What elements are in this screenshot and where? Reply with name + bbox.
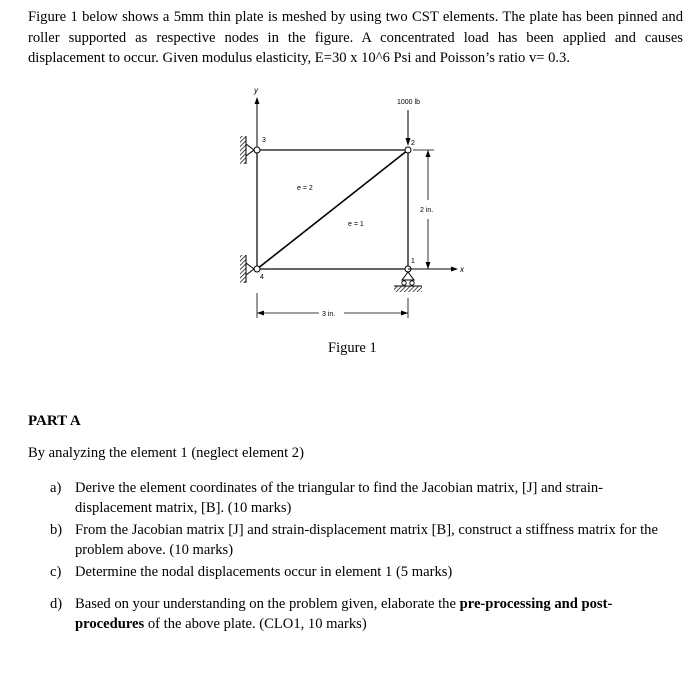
question-c <box>50 562 678 582</box>
question-c-label: c) <box>50 564 62 580</box>
part-a-intro: By analyzing the element 1 (neglect element 2) <box>28 445 304 461</box>
node-3-label: 3 <box>262 137 266 144</box>
node-4-label: 4 <box>260 274 264 281</box>
question-list <box>50 478 678 634</box>
node-3-circle <box>254 147 260 153</box>
x-axis-arrow <box>451 267 458 272</box>
element-1-label: e = 1 <box>348 221 364 228</box>
pin-support-node-4 <box>240 255 254 283</box>
y-axis-label: y <box>254 86 258 95</box>
question-b <box>50 520 678 560</box>
question-b-text: From the Jacobian matrix [J] and strain-displacement matrix [B], construct a stiffness matrix for the problem above. (10 marks) <box>75 522 658 558</box>
node-2-label: 2 <box>411 140 415 147</box>
figure-caption: Figure 1 <box>328 340 377 356</box>
question-b-label: b) <box>50 522 63 538</box>
diagonal-edge <box>257 150 408 269</box>
question-d <box>50 594 678 634</box>
question-a-text: Derive the element coordinates of the triangular to find the Jacobian matrix, [J] and strain-displacement matrix, [B]. (10 marks) <box>75 480 604 516</box>
intro-paragraph: Figure 1 below shows a 5mm thin plate is meshed by using two CST elements. The plate has been pinned and roller supported as respective nodes in the figure. A concentrated load has been applied and causes displacement to occur. Given modulus elasticity, E=30 x 10^6 Psi and Poisson’s ratio v= 0.3. <box>28 9 683 66</box>
load-arrow-head <box>406 138 411 146</box>
question-a <box>50 478 678 518</box>
element-2-label: e = 2 <box>297 185 313 192</box>
node-1-label: 1 <box>411 258 415 265</box>
question-d-label: d) <box>50 596 63 612</box>
node-4-circle <box>254 266 260 272</box>
question-a-label: a) <box>50 480 62 496</box>
part-a-title: PART A <box>28 413 81 429</box>
question-d-text-before: Based on your understanding on the problem given, elaborate the <box>75 596 460 612</box>
load-label: 1000 lb <box>397 99 420 106</box>
question-d-text-after: of the above plate. (CLO1, 10 marks) <box>144 616 367 632</box>
roller-support-node-1 <box>394 272 422 292</box>
question-d-bold-text: pre-processing and post-procedures <box>75 596 613 632</box>
node-2-circle <box>405 147 411 153</box>
y-axis-arrow <box>255 97 260 104</box>
x-axis-label: x <box>460 265 464 274</box>
width-dimension-label: 3 in. <box>322 311 336 318</box>
height-dimension-label: 2 in. <box>420 207 434 214</box>
pin-support-node-3 <box>240 136 254 164</box>
question-c-text: Determine the nodal displacements occur in element 1 (5 marks) <box>75 564 453 580</box>
